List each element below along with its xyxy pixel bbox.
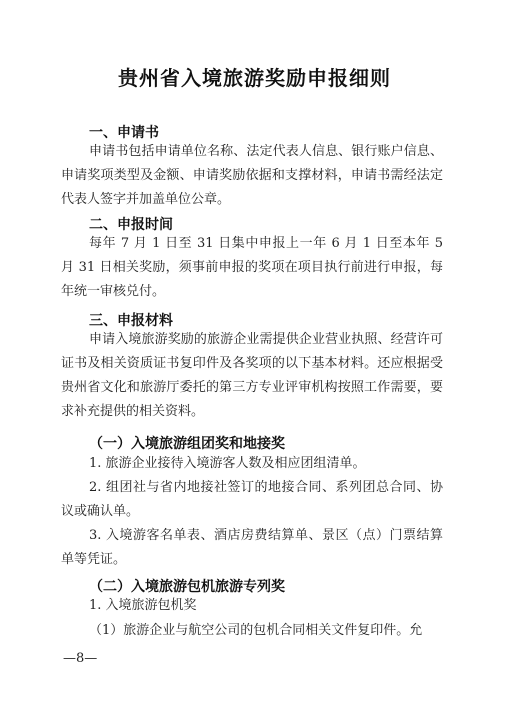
section-paragraph-materials: 申请入境旅游奖励的旅游企业需提供企业营业执照、经营许可证书及相关资质证书复印件及各奖项的以下基本材料。还应根据受贵州省文化和旅游厅委托的第三方专业评审机构按照工作需要，要求补充提供的相关资料。 <box>61 332 443 419</box>
section-paragraph-application: 申请书包括申请单位名称、法定代表人信息、银行账户信息、申请奖项类型及金额、申请奖励依据和支撑材料，申请书需经法定代表人签字并加盖单位公章。 <box>61 144 443 207</box>
subsection-heading-charter: （二）入境旅游包机旅游专列奖 <box>89 579 285 595</box>
list-item: （1）旅游企业与航空公司的包机合同相关文件复印件。允 <box>89 623 423 638</box>
document-title: 贵州省入境旅游奖励申报细则 <box>118 66 391 90</box>
section-paragraph-time: 每年 7 月 1 日至 31 日集中申报上一年 6 月 1 日至本年 5 月 31 日相关奖励，须事前申报的奖项在项目执行前进行申报，每年统一审核兑付。 <box>61 236 443 299</box>
list-item: 1. 旅游企业接待入境游客人数及相应团组清单。 <box>89 456 366 471</box>
subsection-heading-group-tour: （一）入境旅游组团奖和地接奖 <box>89 436 285 452</box>
page-number: —8— <box>63 651 98 666</box>
list-item: 1. 入境旅游包机奖 <box>89 598 197 613</box>
list-item: 3. 入境游客名单表、酒店房费结算单、景区（点）门票结算单等凭证。 <box>61 528 443 567</box>
section-heading-application: 一、申请书 <box>89 125 159 141</box>
list-item: 2. 组团社与省内地接社签订的地接合同、系列团总合同、协议或确认单。 <box>61 480 443 519</box>
section-heading-materials: 三、申报材料 <box>89 313 173 329</box>
section-heading-time: 二、申报时间 <box>89 217 173 233</box>
